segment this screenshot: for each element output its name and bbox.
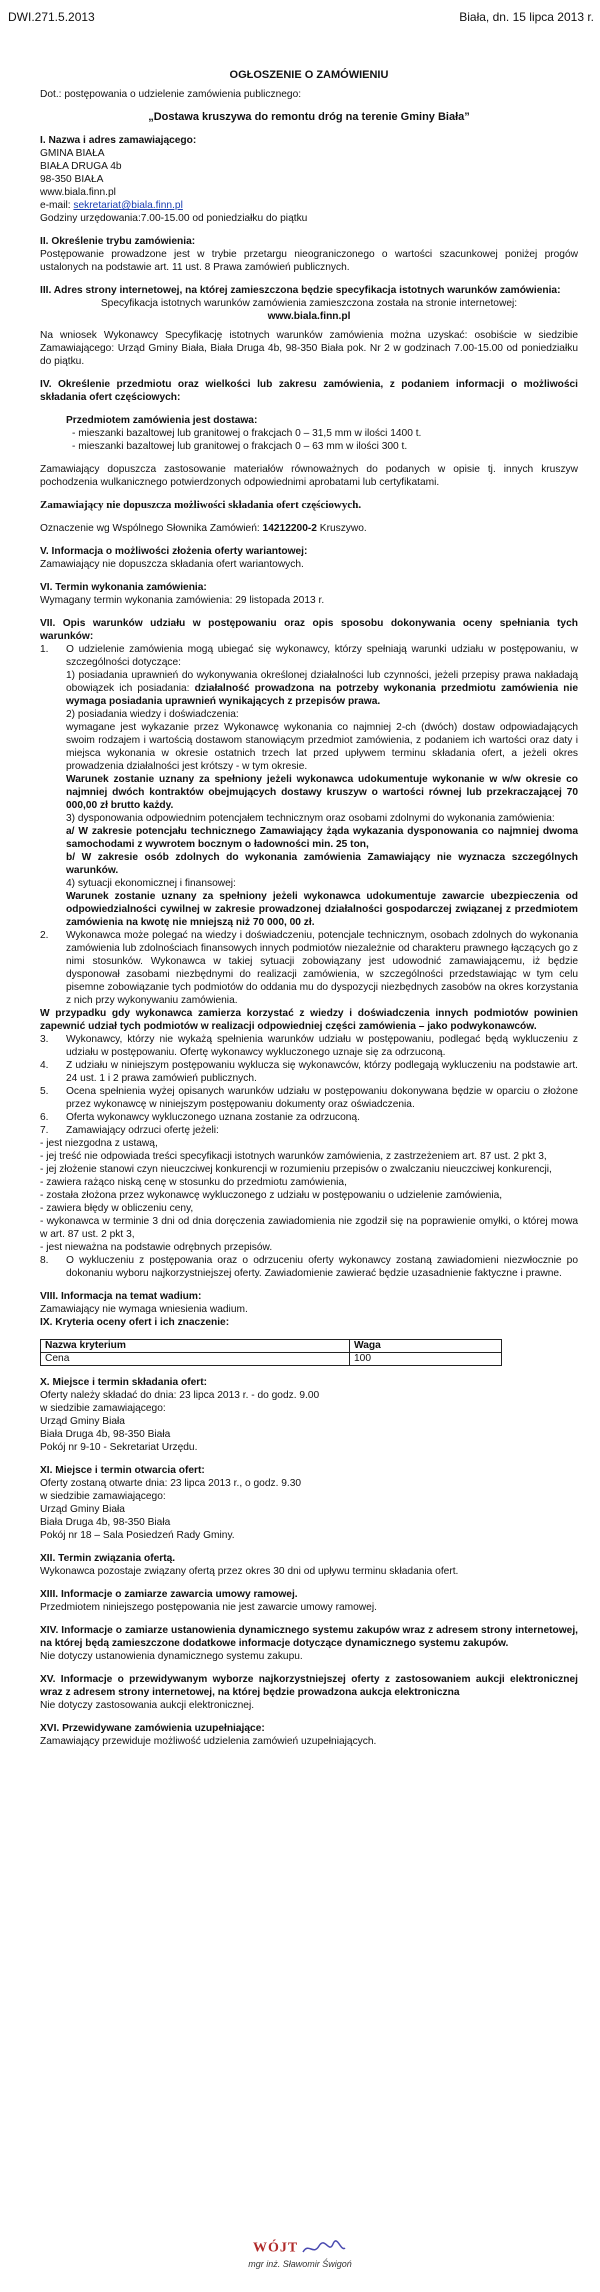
item-text: Wykonawca może polegać na wiedzy i doświadczeniu, potencjale technicznym, osobach zdolnych do wykonania zamówienia lub zdolnościach finansowych innych podmiotów niezależnie od charakteru prawnego łączących go z nimi stosunków. Wykonawca w takiej sytuacji zobowiązany jest udowodnić zamawiającemu, iż będzie dysponował zasobami niezbędnymi do realizacji zamówienia, w szczególności przedstawiając w tym celu pisemne zobowiązanie tych podmiotów do oddania mu do dyspozycji niezbędnych zasobów na okres korzystania z nich przy wykonywaniu zamówienia. [66, 930, 578, 1006]
submission-line: Pokój nr 9-10 - Sekretariat Urzędu. [40, 1442, 198, 1453]
cpv-line [40, 522, 578, 535]
office-hours: Godziny urzędowania:7.00-15.00 od poniedziałku do piątku [40, 213, 308, 224]
section-14-heading: XIV. Informacje o zamiarze ustanowienia dynamicznego systemu zakupów wraz z adresem strony internetowej, na której będą zamieszczone dodatkowe informacje dotyczące dynamicznego systemu zakupów. [40, 1625, 578, 1649]
condition-2-bold: Warunek zostanie uznany za spełniony jeżeli wykonawca udokumentuje wykonanie w w/w okresie co najmniej dwóch kontraktów obejmujących dostawy kruszyw o wartości równej lub przekraczającej 70 000,00 zł brutto każdy. [66, 774, 578, 811]
address-line: GMINA BIAŁA [40, 148, 105, 159]
item-text: Oferta wykonawcy wykluczonego uznana zostanie za odrzuconą. [66, 1112, 360, 1123]
section-3-text: Specyfikacja istotnych warunków zamówienia zamieszczona została na stronie internetowej: [100, 298, 518, 309]
address-line: BIAŁA DRUGA 4b [40, 161, 122, 172]
opening-line: Pokój nr 18 – Sala Posiedzeń Rady Gminy. [40, 1530, 235, 1541]
email-link[interactable]: sekretariat@biala.finn.pl [73, 200, 183, 211]
email-label: e-mail: [40, 200, 74, 211]
rejection-reason: - jej złożenie stanowi czyn nieuczciwej konkurencji w rozumieniu przepisów o zwalczaniu nieuczciwej konkurencji, [40, 1164, 552, 1175]
cpv-suffix: Kruszywo. [316, 523, 367, 534]
list-item [40, 1033, 578, 1059]
subject-item: - mieszanki bazaltowej lub granitowej o frakcjach 0 – 63 mm w ilości 300 t. [72, 441, 408, 452]
condition-3a: a/ W zakresie potencjału technicznego Zamawiający żąda wykazania dysponowania co najmniej dwoma samochodami z wywrotem bocznym o ładowności min. 25 ton, [66, 826, 578, 850]
section-3-text-2: Na wniosek Wykonawcy Specyfikację istotnych warunków zamówienia można uzyskać: osobiście w siedzibie Zamawiającego: Urząd Gminy Biała, Biała Druga 4b, 98-350 Biała pok. Nr 2 w godzinach 7.00-15.00 od poniedziałku do piątku. [40, 330, 578, 367]
item-number: 1. [40, 644, 49, 655]
submission-line: Urząd Gminy Biała [40, 1416, 125, 1427]
subject-item: - mieszanki bazaltowej lub granitowej o frakcjach 0 – 31,5 mm w ilości 1400 t. [72, 428, 422, 439]
regarding-line: Dot.: postępowania o udzielenie zamówienia publicznego: [40, 89, 302, 100]
section-13-text: Przedmiotem niniejszego postępowania nie jest zawarcie umowy ramowej. [40, 1602, 377, 1613]
table-row [41, 1353, 502, 1366]
table-header-row [41, 1340, 502, 1353]
website-link[interactable]: www.biala.finn.pl [40, 187, 116, 198]
section-2-text: Postępowanie prowadzone jest w trybie przetargu nieograniczonego o wartości szacunkowej poniżej progów ustalonych na podstawie art. 11 ust. 8 Prawa zamówień publicznych. [40, 249, 578, 273]
table-cell: 100 [350, 1353, 502, 1366]
item-text: Wykonawcy, którzy nie wykażą spełnienia warunków udziału w postępowaniu, podlegać będą wykluczeniu z udziału w postępowaniu. Ofertę wykonawcy wykluczonego uznaje się za odrzuconą. [66, 1034, 578, 1058]
condition-1-text: 1) posiadania uprawnień do wykonywania określonej działalności lub czynności, jeżeli przepisy prawa nakładają obowiązek ich posiadania: [66, 670, 578, 694]
rejection-reason: - została złożona przez wykonawcę wykluczonego z udziału w postępowaniu o udzielenie zamówienia, [40, 1190, 503, 1201]
section-1-heading: I. Nazwa i adres zamawiającego: [40, 135, 197, 146]
document-header [8, 10, 594, 25]
item-number: 6. [40, 1112, 49, 1123]
list-item [40, 1254, 578, 1280]
rejection-reason: - jej treść nie odpowiada treści specyfikacji istotnych warunków zamówienia, z zastrzeżeniem art. 87 ust. 2 pkt 3, [40, 1151, 547, 1162]
cpv-code: 14212200-2 [262, 523, 317, 534]
section-16-heading: XVI. Przewidywane zamówienia uzupełniające: [40, 1723, 265, 1734]
condition-4-label: 4) sytuacji ekonomicznej i finansowej: [66, 878, 236, 889]
email-line [40, 199, 578, 212]
rejection-reason: - zawiera rażąco niską cenę w stosunku do przedmiotu zamówienia, [40, 1177, 347, 1188]
table-cell: Cena [41, 1353, 350, 1366]
section-16-text: Zamawiający przewiduje możliwość udzielenia zamówień uzupełniających. [40, 1736, 377, 1747]
section-6-heading: VI. Termin wykonania zamówienia: [40, 582, 207, 593]
opening-line: Oferty zostaną otwarte dnia: 23 lipca 2013 r., o godz. 9.30 [40, 1478, 302, 1489]
equivalent-materials: Zamawiający dopuszcza zastosowanie materiałów równoważnych do podanych w opisie tj. innych kruszyw pochodzenia wulkanicznego potwierdzonych odpowiednimi aprobatami lub certyfikatami. [40, 464, 578, 488]
item-number: 3. [40, 1034, 49, 1045]
condition-2-label: 2) posiadania wiedzy i doświadczenia: [66, 709, 239, 720]
section-5-text: Zamawiający nie dopuszcza składania ofert wariantowych. [40, 559, 304, 570]
submission-line: w siedzibie zamawiającego: [40, 1403, 166, 1414]
table-header-cell: Waga [350, 1340, 502, 1353]
condition-3-text: 3) dysponowania odpowiednim potencjałem technicznym oraz osobami zdolnymi do wykonania zamówienia: [66, 813, 555, 824]
signature-block [0, 2240, 600, 2271]
item-number: 7. [40, 1125, 49, 1136]
condition-3b: b/ W zakresie osób zdolnych do wykonania zamówienia Zamawiający nie wyznacza szczególnych warunków. [66, 852, 578, 876]
submission-line: Biała Druga 4b, 98-350 Biała [40, 1429, 171, 1440]
condition-1-bold: działalność prowadzona na potrzeby wykonania przedmiotu zamówienia nie wymaga posiadania uprawnień wynikających z przepisów prawa. [66, 683, 578, 707]
section-5-heading: V. Informacja o możliwości złożenia oferty wariantowej: [40, 546, 308, 557]
section-2-heading: II. Określenie trybu zamówienia: [40, 236, 196, 247]
condition-1 [66, 669, 578, 708]
rejection-reason: - jest nieważna na podstawie odrębnych przepisów. [40, 1242, 273, 1253]
condition-2-text: wymagane jest wykazanie przez Wykonawcę wykonania co najmniej 2-ch (dwóch) dostaw odpowiadających swoim rodzajem i wartością dostawom stanowiącym przedmiot zamówienia, z podaniem ich wartości oraz daty i miejsca wykonania w okresie ostatnich trzech lat przed upływem terminu składania ofert, a jeżeli okres prowadzenia działalności jest krótszy - w tym okresie. [66, 722, 578, 772]
section-7-heading: VII. Opis warunków udziału w postępowaniu oraz opis sposobu dokonywania oceny spełniania tych warunków: [40, 618, 578, 642]
section-6-text: Wymagany termin wykonania zamówienia: 29 listopada 2013 r. [40, 595, 325, 606]
section-13-heading: XIII. Informacje o zamiarze zawarcia umowy ramowej. [40, 1589, 298, 1600]
item-number: 8. [40, 1255, 49, 1266]
spec-website-link[interactable]: www.biala.finn.pl [267, 311, 351, 322]
section-14-text: Nie dotyczy ustanowienia dynamicznego systemu zakupu. [40, 1651, 303, 1662]
list-item [40, 1124, 578, 1137]
place-date: Biała, dn. 15 lipca 2013 r. [459, 10, 594, 24]
section-8-text: Zamawiający nie wymaga wniesienia wadium. [40, 1304, 248, 1315]
section-3-heading: III. Adres strony internetowej, na której zamieszczona będzie specyfikacja istotnych warunków zamówienia: [40, 285, 561, 296]
table-header-cell: Nazwa kryterium [41, 1340, 350, 1353]
signature-scribble-icon [301, 2240, 347, 2258]
condition-4-bold: Warunek zostanie uznany za spełniony jeżeli wykonawca udokumentuje zawarcie ubezpieczenia od odpowiedzialności cywilnej w zakresie prowadzonej działalności gospodarczej związanej z przedmiotem zamówienia na kwotę nie mniejszą niż 70 000, 00 zł. [66, 891, 578, 928]
opening-line: Urząd Gminy Biała [40, 1504, 125, 1515]
item-number: 4. [40, 1060, 49, 1071]
reference-number: DWI.271.5.2013 [8, 10, 95, 24]
item-number: 5. [40, 1086, 49, 1097]
section-11-heading: XI. Miejsce i termin otwarcia ofert: [40, 1465, 205, 1476]
list-item [40, 1059, 578, 1085]
list-item [40, 643, 578, 929]
rejection-reason: - wykonawca w terminie 3 dni od dnia doręczenia zawiadomienia nie zgodził się na poprawienie omyłki, o której mowa w art. 87 ust. 2 pkt 3, [40, 1216, 578, 1240]
section-15-text: Nie dotyczy zastosowania aukcji elektronicznej. [40, 1700, 255, 1711]
rejection-reason: - jest niezgodna z ustawą, [40, 1138, 158, 1149]
submission-line: Oferty należy składać do dnia: 23 lipca 2013 r. - do godz. 9.00 [40, 1390, 320, 1401]
list-item [40, 929, 578, 1007]
list-item [40, 1111, 578, 1124]
section-4-heading: IV. Określenie przedmiotu oraz wielkości lub zakresu zamówienia, z podaniem informacji o możliwości składania ofert częściowych: [40, 379, 578, 403]
item-text: O wykluczeniu z postępowania oraz o odrzuceniu oferty wykonawcy zostaną zawiadomieni niezwłocznie po dokonaniu wyboru najkorzystniejszej oferty. Zawiadomienie zawierać będzie uzasadnienie faktyczne i prawne. [66, 1255, 578, 1279]
section-9-heading: IX. Kryteria oceny ofert i ich znaczenie: [40, 1317, 230, 1328]
section-8-heading: VIII. Informacja na temat wadium: [40, 1291, 202, 1302]
item-text: Ocena spełnienia wyżej opisanych warunków udziału w postępowaniu dokonywana będzie w oparciu o złożone przez wykonawcę w niniejszym postępowaniu dokumenty oraz oświadczenia. [66, 1086, 578, 1110]
contract-subject: „Dostawa kruszywa do remontu dróg na terenie Gminy Biała” [148, 111, 470, 123]
section-12-heading: XII. Termin związania ofertą. [40, 1553, 176, 1564]
subject-title: Przedmiotem zamówienia jest dostawa: [66, 415, 258, 426]
section-10-heading: X. Miejsce i termin składania ofert: [40, 1377, 208, 1388]
item-number: 2. [40, 930, 49, 941]
section-15-heading: XV. Informacje o przewidywanym wyborze najkorzystniejszej oferty z zastosowaniem aukcji elektronicznej wraz z adresem strony internetowej, na której będzie prowadzona aukcja elektroniczna [40, 1674, 578, 1698]
list-item [40, 1085, 578, 1111]
opening-line: w siedzibie zamawiającego: [40, 1491, 166, 1502]
rejection-reason: - zawiera błędy w obliczeniu ceny, [40, 1203, 194, 1214]
item-text: O udzielenie zamówienia mogą ubiegać się wykonawcy, którzy spełniają warunki udziału w postępowaniu, w szczególności dotyczące: [66, 644, 578, 668]
subcontractor-note: W przypadku gdy wykonawca zamierza korzystać z wiedzy i doświadczenia innych podmiotów powinien zapewnić udział tych podmiotów w realizacji odpowiedniej części zamówienia – jako podwykonawców. [40, 1008, 578, 1032]
signatory-name: mgr inż. Sławomir Świgoń [248, 2259, 352, 2269]
criteria-table [40, 1339, 502, 1366]
opening-line: Biała Druga 4b, 98-350 Biała [40, 1517, 171, 1528]
address-line: 98-350 BIAŁA [40, 174, 104, 185]
item-text: Z udziału w niniejszym postępowaniu wyklucza się wykonawców, którzy podlegają wykluczeniu na podstawie art. 24 ust. 1 i 2 prawa zamówień publicznych. [66, 1060, 578, 1084]
section-12-text: Wykonawca pozostaje związany ofertą przez okres 30 dni od upływu terminu składania ofert. [40, 1566, 459, 1577]
partial-offers-note: Zamawiający nie dopuszcza możliwości składania ofert częściowych. [40, 499, 362, 511]
item-text: Zamawiający odrzuci ofertę jeżeli: [66, 1125, 219, 1136]
cpv-prefix: Oznaczenie wg Wspólnego Słownika Zamówień: [40, 523, 263, 534]
signature-stamp: WÓJT [252, 2240, 299, 2256]
page-title: OGŁOSZENIE O ZAMÓWIENIU [229, 69, 389, 81]
